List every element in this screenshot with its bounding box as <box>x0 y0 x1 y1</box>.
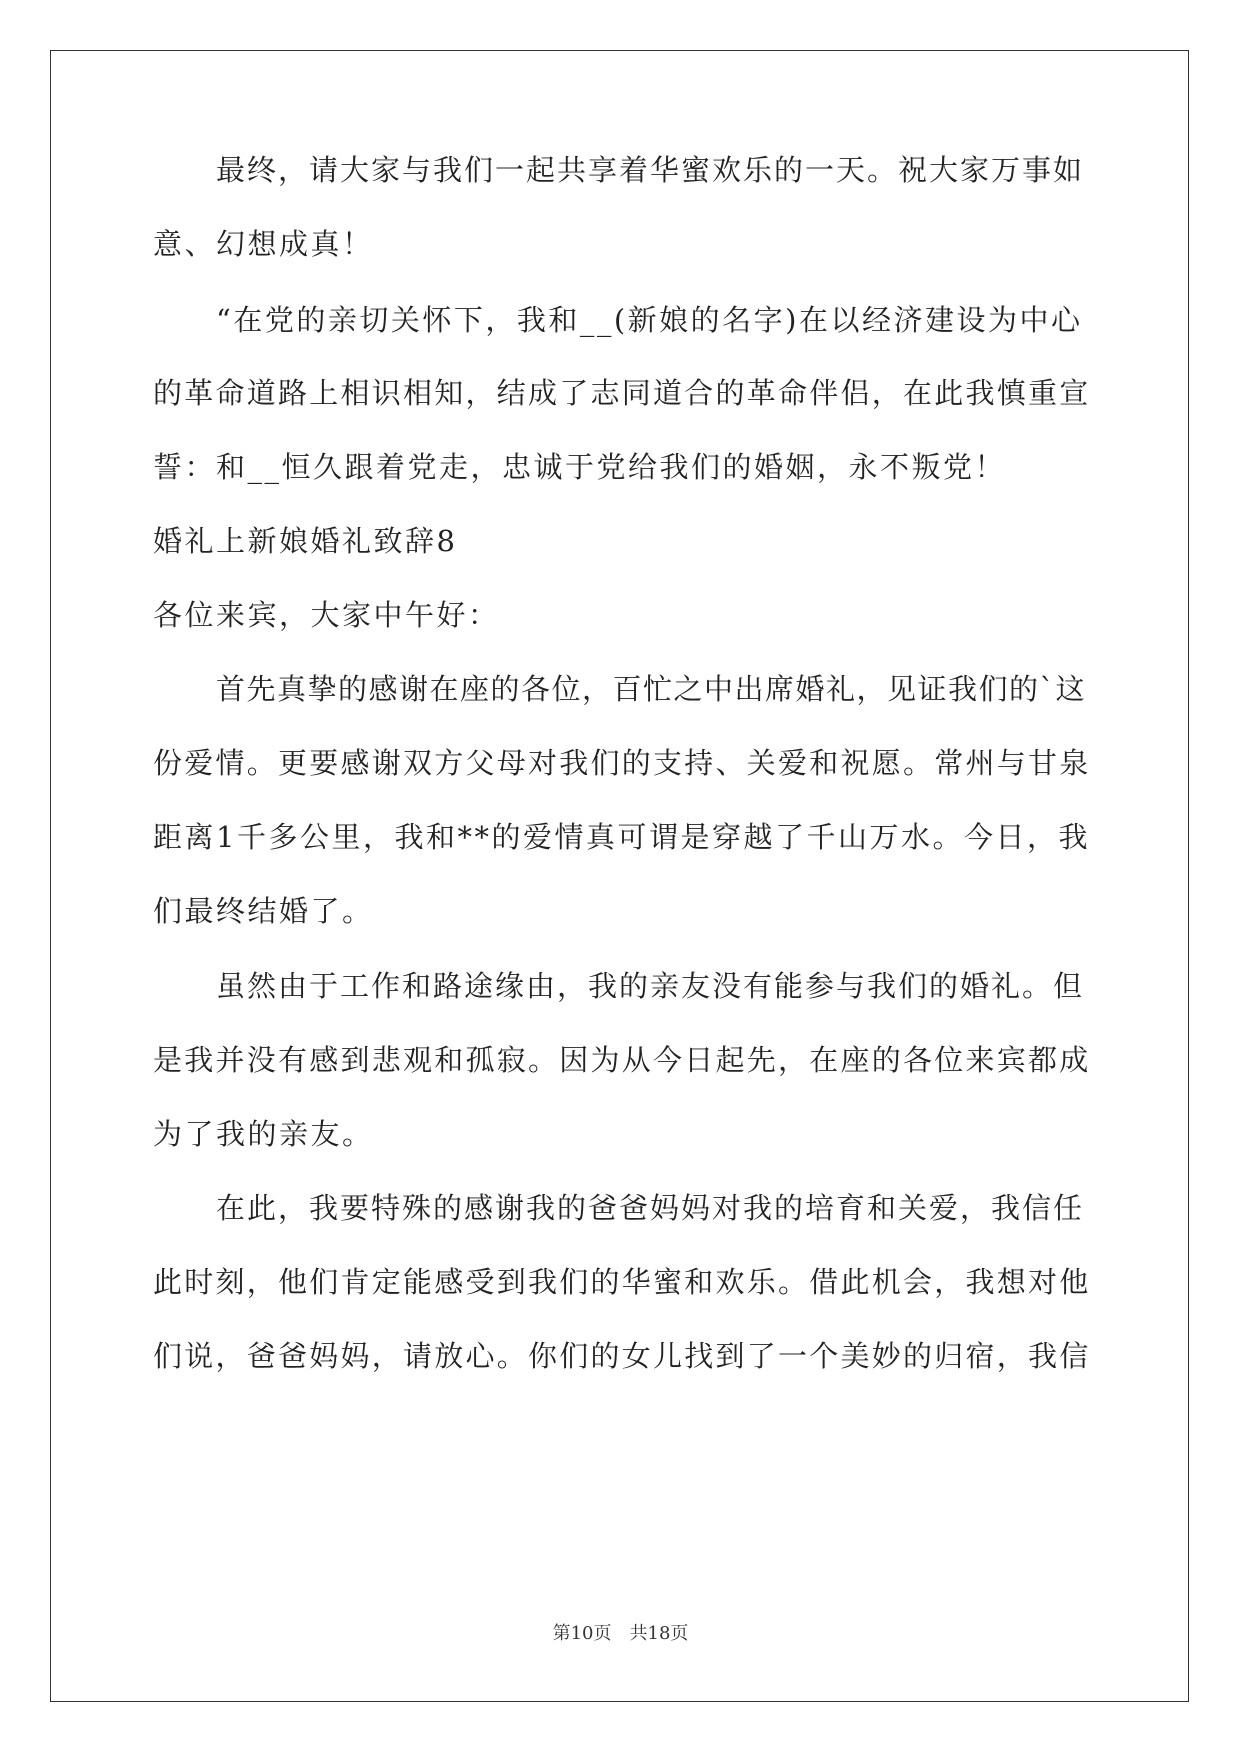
paragraph-line: 为了我的亲友。 <box>153 1117 374 1151</box>
paragraph-line: 们最终结婚了。 <box>153 894 374 928</box>
paragraph-line: 的革命道路上相识相知，结成了志同道合的革命伴侣，在此我慎重宣 <box>153 376 1091 410</box>
greeting-line: 各位来宾，大家中午好： <box>153 598 500 632</box>
paragraph-line: 们说，爸爸妈妈，请放心。你们的女儿找到了一个美妙的归宿，我信 <box>153 1339 1091 1373</box>
paragraph-line: 份爱情。更要感谢双方父母对我们的支持、关爱和祝愿。常州与甘泉 <box>153 746 1091 780</box>
page-number: 第10页 共18页 <box>552 1623 689 1644</box>
paragraph-line: 虽然由于工作和路途缘由，我的亲友没有能参与我们的婚礼。但 <box>216 969 1085 1003</box>
paragraph-line: 最终，请大家与我们一起共享着华蜜欢乐的一天。祝大家万事如 <box>216 153 1085 187</box>
page-border <box>50 50 1189 1702</box>
paragraph-line: 首先真挚的感谢在座的各位，百忙之中出席婚礼，见证我们的`这 <box>216 672 1087 706</box>
paragraph-line: 在此，我要特殊的感谢我的爸爸妈妈对我的培育和关爱，我信任 <box>216 1191 1085 1225</box>
section-heading: 婚礼上新娘婚礼致辞8 <box>153 524 458 558</box>
paragraph-line: 是我并没有感到悲观和孤寂。因为从今日起先，在座的各位来宾都成 <box>153 1043 1091 1077</box>
paragraph-line: 意、幻想成真！ <box>153 227 374 261</box>
paragraph-line: 距离1千多公里，我和**的爱情真可谓是穿越了千山万水。今日，我 <box>153 820 1090 854</box>
paragraph-line: 誓：和__恒久跟着党走，忠诚于党给我们的婚姻，永不叛党！ <box>153 450 1007 484</box>
paragraph-line: “在党的亲切关怀下，我和__(新娘的名字)在以经济建设为中心 <box>216 303 1083 337</box>
paragraph-line: 此时刻，他们肯定能感受到我们的华蜜和欢乐。借此机会，我想对他 <box>153 1265 1091 1299</box>
